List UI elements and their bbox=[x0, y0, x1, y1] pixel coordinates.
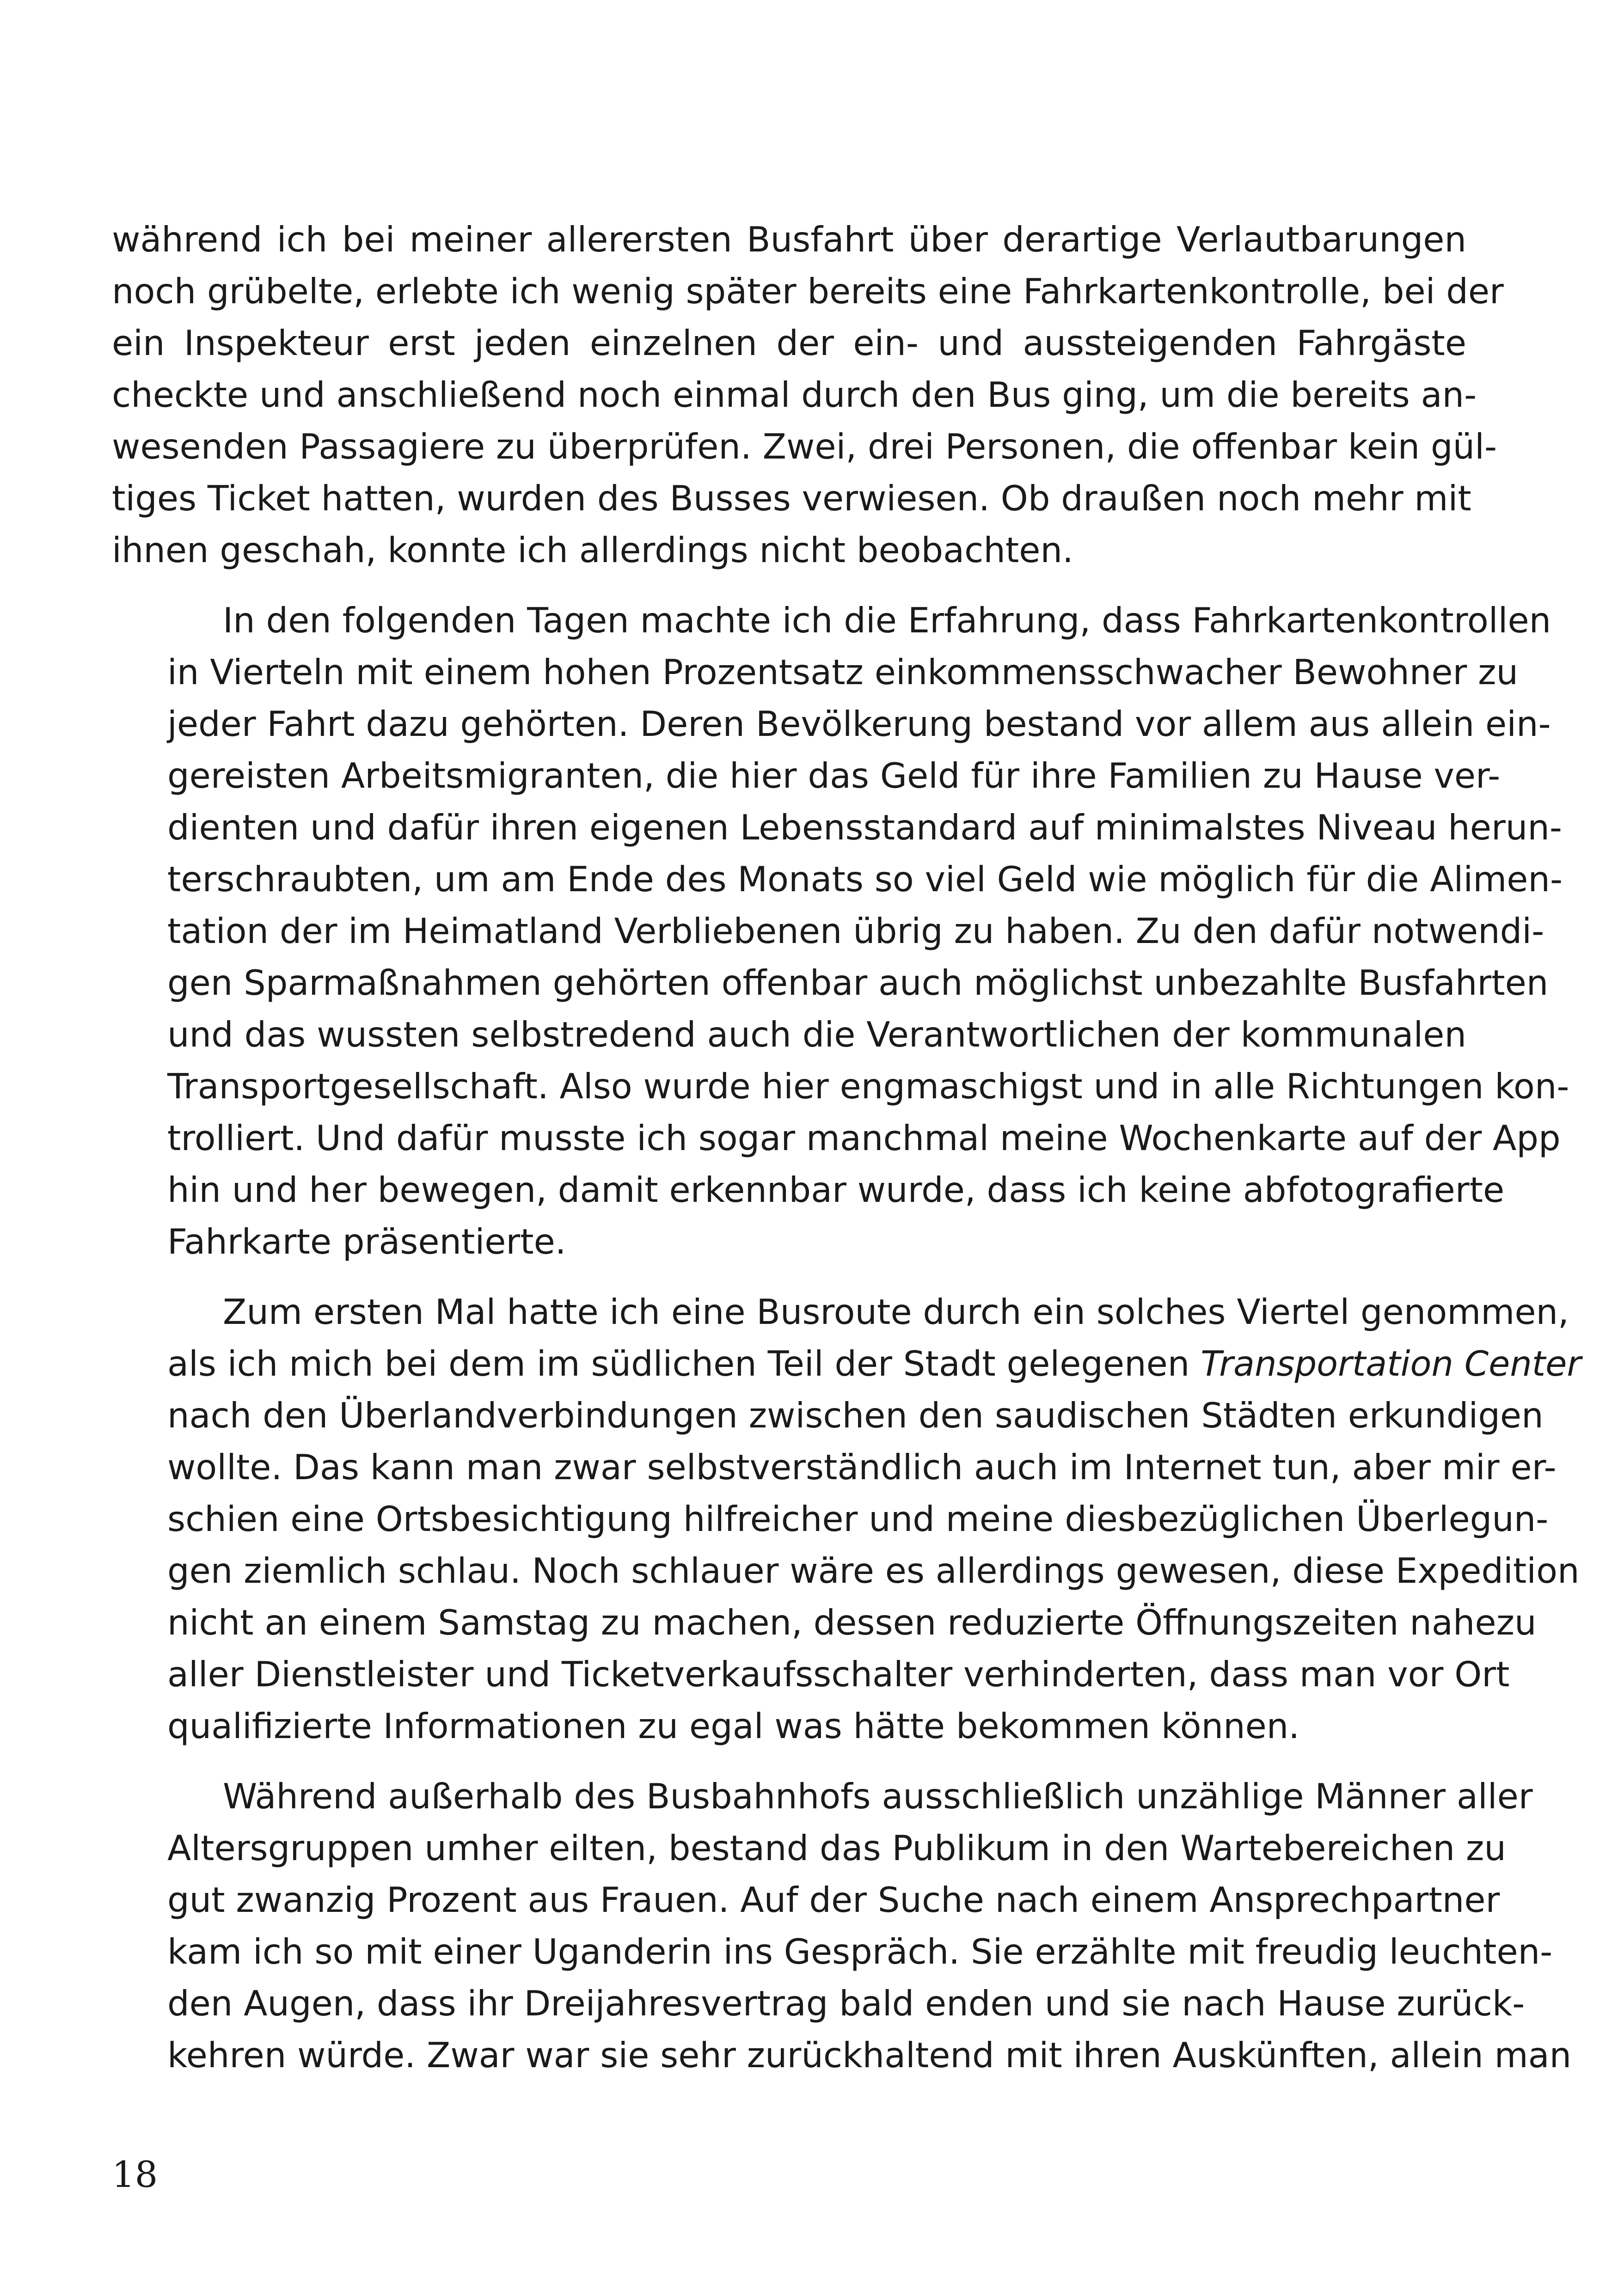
text-line: hin und her bewegen, damit erkennbar wurde, dass ich keine abfotografierte bbox=[167, 1169, 1505, 1210]
text-line: dienten und dafür ihren eigenen Lebensstandard auf minimalstes Niveau herun- bbox=[167, 807, 1562, 848]
text-line: wollte. Das kann man zwar selbstverständlich auch im Internet tun, aber mir er- bbox=[167, 1447, 1557, 1488]
paragraph-1 bbox=[112, 214, 1504, 576]
text-line: nach den Überlandverbindungen zwischen den saudischen Städten erkundigen bbox=[167, 1395, 1544, 1436]
paragraph-4 bbox=[112, 1770, 1572, 2081]
text-line: qualifizierte Informationen zu egal was hätte bekommen können. bbox=[167, 1706, 1300, 1746]
text-line: und das wussten selbstredend auch die Verantwortlichen der kommunalen bbox=[167, 1014, 1466, 1055]
text-line: während ich bei meiner allerersten Busfahrt über derartige Verlautbarungen bbox=[112, 219, 1466, 260]
text-line: ihnen geschah, konnte ich allerdings nicht beobachten. bbox=[112, 530, 1073, 570]
text-line: wesenden Passagiere zu überprüfen. Zwei, drei Personen, die offenbar kein gül- bbox=[112, 426, 1497, 467]
text-line: aller Dienstleister und Ticketverkaufsschalter verhinderten, dass man vor Ort bbox=[167, 1654, 1510, 1695]
text-line: jeder Fahrt dazu gehörten. Deren Bevölkerung bestand vor allem aus allein ein- bbox=[167, 704, 1551, 744]
text-line: trolliert. Und dafür musste ich sogar manchmal meine Wochenkarte auf der App bbox=[167, 1118, 1561, 1158]
text-segment: als ich mich bei dem im südlichen Teil der Stadt gelegenen bbox=[167, 1343, 1201, 1384]
text-line: terschraubten, um am Ende des Monats so viel Geld wie möglich für die Alimen- bbox=[167, 859, 1563, 900]
text-line: kehren würde. Zwar war sie sehr zurückhaltend mit ihren Auskünften, allein man bbox=[167, 2035, 1572, 2076]
text-line: ein Inspekteur erst jeden einzelnen der ein- und aussteigenden Fahrgäste bbox=[112, 323, 1466, 363]
text-line: noch grübelte, erlebte ich wenig später bereits eine Fahrkartenkontrolle, bei der bbox=[112, 271, 1504, 312]
text-line: Transportgesellschaft. Also wurde hier engmaschigst und in alle Richtungen kon- bbox=[167, 1066, 1569, 1107]
text-line: Altersgruppen umher eilten, bestand das Publikum in den Wartebereichen zu bbox=[167, 1828, 1506, 1868]
text-line: gereisten Arbeitsmigranten, die hier das Geld für ihre Familien zu Hause ver- bbox=[167, 755, 1501, 796]
text-line: gen Sparmaßnahmen gehörten offenbar auch möglichst unbezahlte Busfahrten bbox=[167, 962, 1549, 1003]
text-line: tiges Ticket hatten, wurden des Busses verwiesen. Ob draußen noch mehr mit bbox=[112, 478, 1471, 519]
text-line: checkte und anschließend noch einmal durch den Bus ging, um die bereits an- bbox=[112, 374, 1477, 415]
paragraph-2 bbox=[112, 594, 1569, 1267]
text-line: Zum ersten Mal hatte ich eine Busroute durch ein solches Viertel genommen, bbox=[223, 1292, 1569, 1332]
text-line: gut zwanzig Prozent aus Frauen. Auf der Suche nach einem Ansprechpartner bbox=[167, 1880, 1500, 1920]
text-line: tation der im Heimatland Verbliebenen übrig zu haben. Zu den dafür notwendi- bbox=[167, 911, 1544, 951]
page-number: 18 bbox=[112, 2154, 158, 2196]
text-line: den Augen, dass ihr Dreijahresvertrag bald enden und sie nach Hause zurück- bbox=[167, 1983, 1525, 2024]
text-line bbox=[112, 1338, 1581, 1390]
body-text bbox=[112, 214, 1581, 2100]
text-line: schien eine Ortsbesichtigung hilfreicher und meine diesbezüglichen Überlegun- bbox=[167, 1499, 1549, 1539]
text-line: gen ziemlich schlau. Noch schlauer wäre es allerdings gewesen, diese Expedition bbox=[167, 1550, 1580, 1591]
text-line: In den folgenden Tagen machte ich die Erfahrung, dass Fahrkartenkontrollen bbox=[223, 600, 1551, 641]
paragraph-3 bbox=[112, 1286, 1581, 1752]
text-line: Fahrkarte präsentierte. bbox=[167, 1221, 566, 1262]
italic-phrase: Transportation Center bbox=[1201, 1343, 1581, 1384]
text-line: Während außerhalb des Busbahnhofs ausschließlich unzählige Männer aller bbox=[223, 1776, 1533, 1817]
text-line: in Vierteln mit einem hohen Prozentsatz einkommensschwacher Bewohner zu bbox=[167, 652, 1519, 692]
text-line: kam ich so mit einer Uganderin ins Gespräch. Sie erzählte mit freudig leuchten- bbox=[167, 1931, 1553, 1972]
text-line: nicht an einem Samstag zu machen, dessen reduzierte Öffnungszeiten nahezu bbox=[167, 1602, 1537, 1643]
